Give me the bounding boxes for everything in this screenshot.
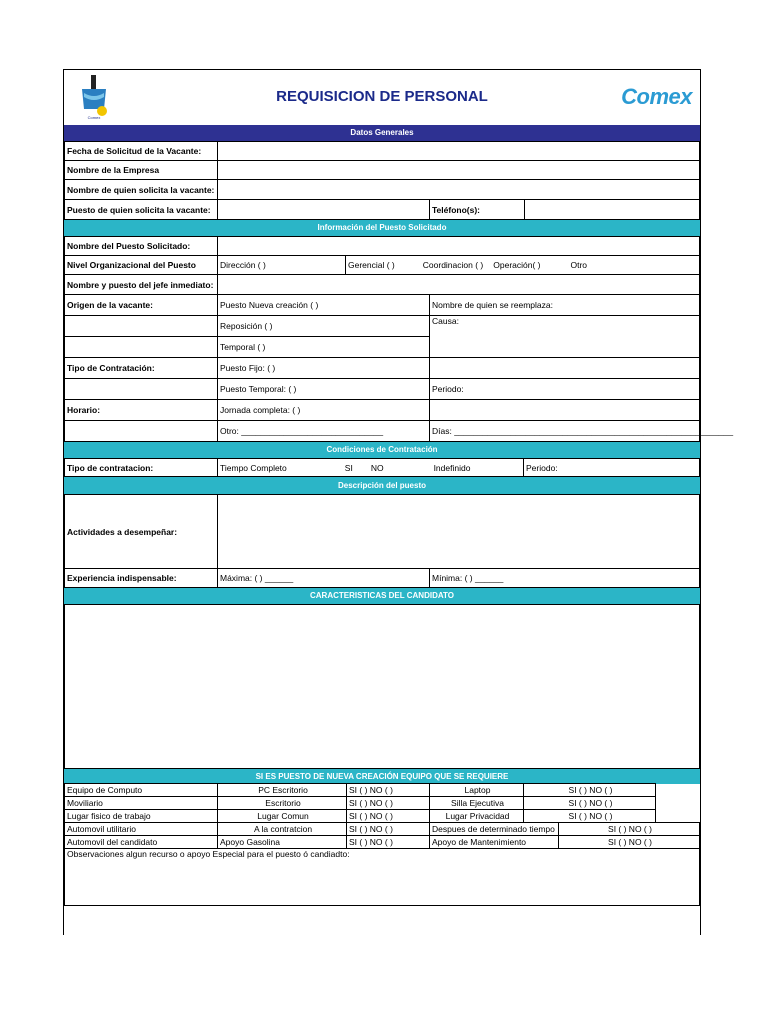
nivel-options <box>345 255 700 275</box>
label-horario: Horario: <box>64 399 218 421</box>
label-nivel: Nivel Organizacional del Puesto <box>64 255 218 275</box>
equipo-label: Moviliario <box>64 796 218 810</box>
input-jefe[interactable] <box>217 274 700 295</box>
input-causa[interactable]: Causa: <box>429 315 700 358</box>
label-tipo-contratacion: Tipo de Contratación: <box>64 357 218 379</box>
section-info-puesto: Información del Puesto Solicitado <box>64 220 700 236</box>
blank-cell <box>64 420 218 442</box>
input-caracteristicas[interactable] <box>64 604 700 769</box>
label-actividades: Actividades a desempeñar: <box>64 494 218 569</box>
option-operacion[interactable]: Operación( ) <box>493 260 541 270</box>
label-tipo-contrato: Tipo de contratacion: <box>64 458 218 477</box>
form-header <box>64 70 700 125</box>
input-periodo-contrato[interactable]: Periodo: <box>523 458 700 477</box>
option-no[interactable]: NO <box>370 462 384 473</box>
label-solicita: Nombre de quien solicita la vacante: <box>64 179 218 200</box>
equipo-label: Equipo de Computo <box>64 783 218 797</box>
equipo-si-no[interactable]: SI ( ) NO ( ) <box>346 783 430 797</box>
input-solicita[interactable] <box>217 179 700 200</box>
option-nueva-creacion[interactable]: Puesto Nueva creación ( ) <box>217 294 430 316</box>
input-periodo[interactable]: Periodo: <box>429 378 700 400</box>
label-telefono: Teléfono(s): <box>429 199 525 220</box>
requisition-form <box>63 69 734 935</box>
option-gerencial[interactable]: Gerencial ( ) <box>348 260 395 270</box>
equipo-si-no[interactable]: SI ( ) NO ( ) <box>346 822 430 836</box>
option-si[interactable]: SI <box>344 462 353 473</box>
option-puesto-fijo[interactable]: Puesto Fijo: ( ) <box>217 357 430 379</box>
input-actividades[interactable] <box>217 494 700 569</box>
label-fecha: Fecha de Solicitud de la Vacante: <box>64 141 218 161</box>
option-direccion[interactable]: Dirección ( ) <box>217 255 346 275</box>
equipo-item: Lugar Comun <box>217 809 347 823</box>
section-equipo: SI ES PUESTO DE NUEVA CREACIÓN EQUIPO QUE SE REQUIERE <box>64 769 700 784</box>
equipo-item2: Apoyo de Mantenimiento <box>429 835 559 849</box>
label-jefe: Nombre y puesto del jefe inmediato: <box>64 274 218 295</box>
option-reposicion[interactable]: Reposición ( ) <box>217 315 430 337</box>
input-dias[interactable]: Días: ___________________________________________________________ <box>429 420 700 442</box>
equipo-item2: Despues de determinado tiempo <box>429 822 559 836</box>
input-minima[interactable]: Mínima: ( ) ______ <box>429 568 700 588</box>
label-reemplaza: Nombre de quien se reemplaza: <box>429 294 700 316</box>
input-horario-otro[interactable]: Otro: ______________________________ <box>217 420 430 442</box>
page-title: REQUISICION DE PERSONAL <box>276 88 488 105</box>
option-indefinido[interactable]: Indefinido <box>433 462 471 473</box>
equipo-item: PC Escritorio <box>217 783 347 797</box>
label-origen: Origen de la vacante: <box>64 294 218 316</box>
option-otro[interactable]: Otro <box>570 260 588 270</box>
section-datos-generales: Datos Generales <box>64 125 700 141</box>
option-puesto-temporal[interactable]: Puesto Temporal: ( ) <box>217 378 430 400</box>
contrato-tiempo <box>217 458 524 477</box>
blank-cell <box>64 315 218 337</box>
option-jornada[interactable]: Jornada completa: ( ) <box>217 399 430 421</box>
label-tiempo-completo: Tiempo Completo <box>220 462 287 473</box>
comex-brand-logo: Comex <box>621 84 692 109</box>
label-puesto-solicita: Puesto de quien solicita la vacante: <box>64 199 218 220</box>
equipo-si-no2[interactable]: SI ( ) NO ( ) <box>523 809 656 823</box>
section-descripcion: Descripción del puesto <box>64 477 700 494</box>
equipo-item2: Lugar Privacidad <box>429 809 524 823</box>
input-nombre-puesto[interactable] <box>217 236 700 256</box>
svg-text:Comex: Comex <box>87 115 101 120</box>
input-telefono[interactable] <box>524 199 700 220</box>
section-caracteristicas: CARACTERISTICAS DEL CANDIDATO <box>64 588 700 604</box>
equipo-si-no[interactable]: SI ( ) NO ( ) <box>346 809 430 823</box>
equipo-item: A la contratcion <box>217 822 347 836</box>
option-temporal[interactable]: Temporal ( ) <box>217 336 430 358</box>
input-maxima[interactable]: Máxima: ( ) ______ <box>217 568 430 588</box>
input-fecha[interactable] <box>217 141 700 161</box>
label-nombre-puesto: Nombre del Puesto Solicitado: <box>64 236 218 256</box>
equipo-item2: Silla Ejecutiva <box>429 796 524 810</box>
equipo-si-no2[interactable]: SI ( ) NO ( ) <box>523 796 656 810</box>
equipo-si-no2[interactable]: SI ( ) NO ( ) <box>523 783 656 797</box>
blank-cell <box>64 336 218 358</box>
equipo-label: Lugar fisico de trabajo <box>64 809 218 823</box>
equipo-si-no2[interactable]: SI ( ) NO ( ) <box>558 822 700 836</box>
equipo-label: Automovil del candidato <box>64 835 218 849</box>
equipo-item2: Laptop <box>429 783 524 797</box>
label-empresa: Nombre de la Empresa <box>64 160 218 180</box>
equipo-si-no2[interactable]: SI ( ) NO ( ) <box>558 835 700 849</box>
input-empresa[interactable] <box>217 160 700 180</box>
equipo-label: Automovil utilitario <box>64 822 218 836</box>
equipo-si-no[interactable]: SI ( ) NO ( ) <box>346 796 430 810</box>
equipo-item: Escritorio <box>217 796 347 810</box>
blank-cell <box>429 399 700 421</box>
input-puesto-solicita[interactable] <box>217 199 430 220</box>
input-observaciones[interactable]: Observaciones algun recurso o apoyo Especial para el puesto ó candiadto: <box>64 848 700 906</box>
equipo-item: Apoyo Gasolina <box>217 835 347 849</box>
option-coordinacion[interactable]: Coordinacion ( ) <box>422 260 484 270</box>
label-experiencia: Experiencia indispensable: <box>64 568 218 588</box>
section-condiciones: Condiciones de Contratación <box>64 442 700 458</box>
blank-cell <box>429 357 700 379</box>
equipo-si-no[interactable]: SI ( ) NO ( ) <box>346 835 430 849</box>
blank-cell <box>64 378 218 400</box>
